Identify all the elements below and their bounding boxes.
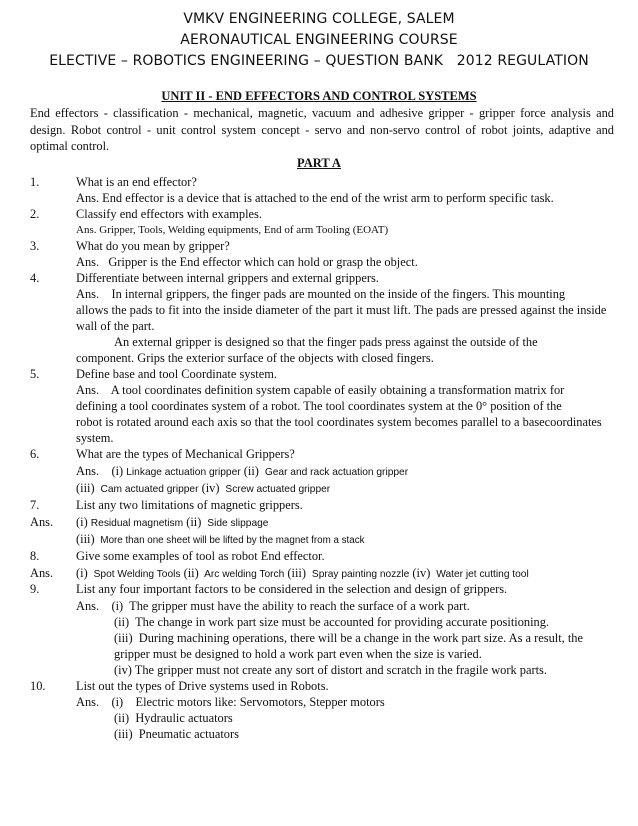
answer-text: (ii) The change in work part size must be accounted for providing accurate positioning.: [114, 615, 550, 629]
answer-label: (iii): [284, 566, 310, 580]
question-number: 9.: [30, 582, 40, 596]
answer-line: [76, 480, 330, 498]
answer-item: Arc welding Torch: [201, 569, 285, 580]
answer-label: (iv): [409, 566, 434, 580]
answer-line: [76, 531, 365, 549]
answer-label: (ii): [183, 515, 205, 529]
answer-item: Screw actuated gripper: [222, 484, 331, 495]
answer-text: gripper must be designed to hold a work part even when the size is varied.: [114, 647, 482, 661]
answer-text: An external gripper is designed so that the finger pads press against the outside of the: [114, 335, 538, 349]
answer-label: Ans. (i): [76, 464, 127, 478]
college-name: VMKV ENGINEERING COLLEGE, SALEM: [183, 11, 455, 27]
answer-text: Ans. (i) The gripper must have the ability to reach the surface of a work part.: [76, 599, 470, 613]
answer-item: Linkage actuation gripper: [126, 467, 241, 478]
answer-text: allows the pads to fit into the inside diameter of the part it must lift. The pads are pressed against the inside: [76, 303, 607, 317]
question-text: Differentiate between internal grippers and external grippers.: [76, 271, 379, 285]
answer-text: Ans. Gripper is the End effector which can hold or grasp the object.: [76, 255, 418, 269]
answer-label: (ii): [240, 464, 262, 478]
answer-label: (iv): [198, 481, 223, 495]
answer-text: Ans. (i) Electric motors like: Servomotors, Stepper motors: [76, 695, 385, 709]
answer-label: Ans.: [30, 566, 54, 580]
question-text: List out the types of Drive systems used in Robots.: [76, 679, 329, 693]
question-text: What are the types of Mechanical Grippers?: [76, 447, 295, 461]
part-heading: PART A: [297, 156, 341, 170]
unit-title: UNIT II - END EFFECTORS AND CONTROL SYSTEMS: [161, 89, 477, 103]
answer-text: Ans. In internal grippers, the finger pads are mounted on the inside of the fingers. This mounting: [76, 287, 566, 301]
answer-line: [76, 514, 268, 532]
subject-line: ELECTIVE – ROBOTICS ENGINEERING – QUESTION BANK 2012 REGULATION: [49, 53, 589, 69]
answer-text: (iii) During machining operations, there will be a change in the work part size. As a result, the: [114, 631, 583, 645]
question-text: Give some examples of tool as robot End effector.: [76, 549, 325, 563]
course-name: AERONAUTICAL ENGINEERING COURSE: [180, 32, 458, 48]
answer-label: (iii): [76, 532, 98, 546]
answer-text: (iii) Pneumatic actuators: [114, 727, 239, 741]
question-text: Classify end effectors with examples.: [76, 207, 262, 221]
question-text: Define base and tool Coordinate system.: [76, 367, 277, 381]
question-number: 2.: [30, 207, 40, 221]
question-text: List any four important factors to be considered in the selection and design of grippers.: [76, 582, 508, 596]
answer-item: Side slippage: [204, 518, 269, 529]
answer-text: (iv) The gripper must not create any sort of distort and scratch in the fragile work parts.: [114, 663, 547, 677]
question-text: What is an end effector?: [76, 175, 197, 189]
answer-label: Ans.: [30, 515, 54, 529]
question-text: What do you mean by gripper?: [76, 239, 230, 253]
answer-label: (iii): [76, 481, 98, 495]
answer-item: More than one sheet will be lifted by the magnet from a stack: [97, 535, 365, 546]
answer-label: (ii): [180, 566, 202, 580]
answer-text: Ans. End effector is a device that is attached to the end of the wrist arm to perform specific task.: [76, 191, 554, 205]
question-text: List any two limitations of magnetic grippers.: [76, 498, 303, 512]
answer-text: (ii) Hydraulic actuators: [114, 711, 233, 725]
question-number: 4.: [30, 271, 40, 285]
answer-text: robot is rotated around each axis so that the tool coordinates system becomes parallel to a basecoordinates: [76, 415, 602, 429]
answer-item: Residual magnetism: [90, 518, 184, 529]
answer-item: Water jet cutting tool: [433, 569, 529, 580]
answer-text: system.: [76, 431, 114, 445]
answer-item: Spot Welding Tools: [90, 569, 181, 580]
answer-text: component. Grips the exterior surface of the objects with closed fingers.: [76, 351, 434, 365]
question-number: 7.: [30, 498, 40, 512]
unit-syllabus: End effectors - classification - mechanical, magnetic, vacuum and adhesive gripper - gripper force analysis and design. Robot control - unit control system concept - servo and non-servo control of robot joints, adaptive and optimal control.: [30, 106, 614, 153]
answer-item: Gear and rack actuation gripper: [262, 467, 409, 478]
question-number: 3.: [30, 239, 40, 253]
question-number: 1.: [30, 175, 40, 189]
answer-item: Cam actuated gripper: [97, 484, 199, 495]
question-number: 6.: [30, 447, 40, 461]
question-number: 10.: [30, 679, 46, 693]
answer-item: Spray painting nozzle: [309, 569, 410, 580]
answer-label: (i): [76, 515, 91, 529]
question-number: 8.: [30, 549, 40, 563]
answer-text: wall of the part.: [76, 319, 155, 333]
answer-text: Ans. A tool coordinates definition system capable of easily obtaining a transformation matrix for: [76, 383, 565, 397]
question-number: 5.: [30, 367, 40, 381]
answer-label: (i): [76, 566, 91, 580]
answer-text: defining a tool coordinates system of a robot. The tool coordinates system at the 0° position of the: [76, 399, 562, 413]
answer-line: [76, 463, 408, 481]
answer-text: Ans. Gripper, Tools, Welding equipments, End of arm Tooling (EOAT): [76, 224, 389, 236]
